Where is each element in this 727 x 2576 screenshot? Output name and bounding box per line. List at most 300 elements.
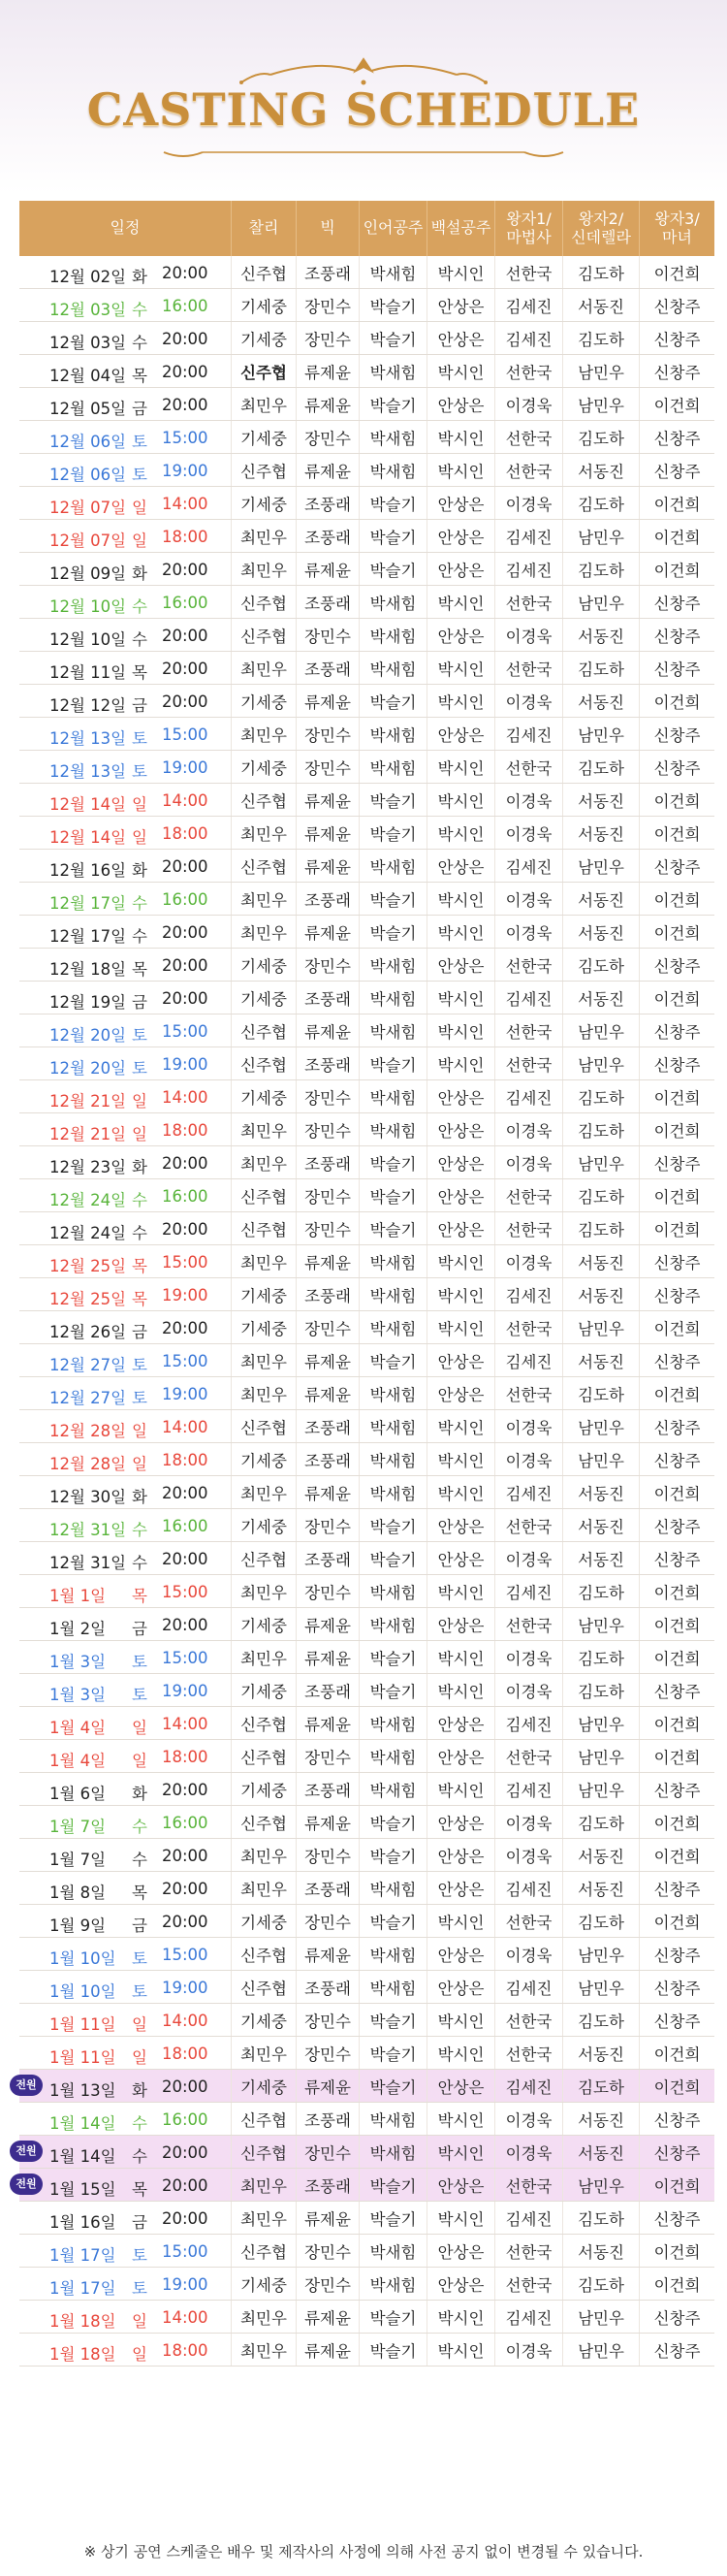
- cast-cell: 류제윤: [297, 2070, 360, 2103]
- cast-cell: 박시인: [427, 1641, 495, 1674]
- cast-cell: 신주협: [232, 1971, 297, 2004]
- cast-cell: 신창주: [640, 2103, 715, 2136]
- cast-cell: 기세중: [232, 1080, 297, 1113]
- cast-cell: 신창주: [640, 1971, 715, 2004]
- date-text: 12월 24일: [49, 1224, 127, 1242]
- cast-cell: 이건희: [640, 2169, 715, 2202]
- cast-cell: 최민우: [232, 817, 297, 850]
- time-text: 19:00: [162, 1385, 208, 1403]
- cast-cell: 선한국: [495, 1311, 563, 1344]
- weekday-text: 수: [132, 1818, 147, 1836]
- cast-cell: 서동진: [563, 1872, 640, 1905]
- date-text: 1월 13일: [49, 2081, 116, 2100]
- cast-cell: 김세진: [495, 1773, 563, 1806]
- performance-date-cell: [19, 1509, 232, 1542]
- cast-cell: 이건희: [640, 1740, 715, 1773]
- date-text: 12월 23일: [49, 1158, 127, 1176]
- cast-cell: 서동진: [563, 1839, 640, 1872]
- cast-cell: 류제윤: [297, 355, 360, 388]
- cast-cell: 장민수: [297, 2268, 360, 2301]
- cast-cell: 류제윤: [297, 1377, 360, 1410]
- cast-cell: 이건희: [640, 520, 715, 553]
- table-row: [19, 1971, 714, 2004]
- cast-cell: 이건희: [640, 1080, 715, 1113]
- table-row: [19, 2070, 714, 2103]
- cast-cell: 서동진: [563, 685, 640, 718]
- cast-cell: 기세중: [232, 2268, 297, 2301]
- cast-cell: 이건희: [640, 685, 715, 718]
- cast-cell: 조풍래: [297, 1146, 360, 1179]
- cast-cell: 박새힘: [360, 1113, 427, 1146]
- weekday-text: 수: [132, 2147, 147, 2166]
- table-row: [19, 1443, 714, 1476]
- cast-cell: 박슬기: [360, 553, 427, 586]
- cast-cell: 안상은: [427, 487, 495, 520]
- cast-cell: 장민수: [297, 1179, 360, 1212]
- cast-cell: 박새힘: [360, 1278, 427, 1311]
- cast-cell: 안상은: [427, 1344, 495, 1377]
- cast-cell: 박슬기: [360, 1047, 427, 1080]
- cast-cell: 안상은: [427, 1080, 495, 1113]
- date-text: 1월 18일: [49, 2312, 116, 2331]
- weekday-text: 일: [132, 499, 147, 517]
- cast-cell: 박시인: [427, 1575, 495, 1608]
- column-header: 왕자1/ 마법사: [495, 201, 563, 256]
- cast-cell: 신창주: [640, 1674, 715, 1707]
- cast-cell: 이건희: [640, 1839, 715, 1872]
- cast-cell: 신주협: [232, 1179, 297, 1212]
- cast-cell: 최민우: [232, 652, 297, 685]
- table-row: [19, 949, 714, 982]
- cast-cell: 김도하: [563, 1575, 640, 1608]
- time-text: 19:00: [162, 758, 208, 777]
- performance-date-cell: [19, 751, 232, 784]
- date-text: 12월 03일: [49, 301, 127, 319]
- cast-cell: 신주협: [232, 1410, 297, 1443]
- weekday-text: 일: [132, 1719, 147, 1737]
- table-row: [19, 1344, 714, 1377]
- cast-cell: 서동진: [563, 619, 640, 652]
- cast-cell: 김도하: [563, 421, 640, 454]
- date-text: 1월 8일: [49, 1884, 107, 1902]
- cast-cell: 남민우: [563, 850, 640, 883]
- table-row: [19, 1707, 714, 1740]
- weekday-text: 목: [132, 1587, 147, 1605]
- cast-cell: 기세중: [232, 1509, 297, 1542]
- cast-cell: 조풍래: [297, 1047, 360, 1080]
- table-row: [19, 289, 714, 322]
- cast-cell: 이경욱: [495, 883, 563, 916]
- cast-cell: 선한국: [495, 1047, 563, 1080]
- cast-cell: 신주협: [232, 850, 297, 883]
- cast-cell: 이건희: [640, 2268, 715, 2301]
- cast-cell: 김세진: [495, 322, 563, 355]
- weekday-text: 수: [132, 1521, 147, 1539]
- cast-cell: 안상은: [427, 2169, 495, 2202]
- cast-cell: 김도하: [563, 1212, 640, 1245]
- weekday-text: 화: [132, 564, 147, 583]
- date-text: 12월 14일: [49, 828, 127, 847]
- cast-cell: 서동진: [563, 982, 640, 1014]
- cast-cell: 남민우: [563, 1047, 640, 1080]
- cast-cell: 이건희: [640, 2070, 715, 2103]
- column-header: 인어공주: [360, 201, 427, 256]
- cast-cell: 김세진: [495, 1707, 563, 1740]
- cast-cell: 최민우: [232, 2301, 297, 2334]
- cast-cell: 김도하: [563, 1806, 640, 1839]
- cast-cell: 기세중: [232, 1905, 297, 1938]
- weekday-text: 목: [132, 663, 147, 682]
- cast-cell: 김도하: [563, 1377, 640, 1410]
- weekday-text: 수: [132, 630, 147, 649]
- cast-cell: 김세진: [495, 1278, 563, 1311]
- cast-cell: 조풍래: [297, 1971, 360, 2004]
- cast-cell: 신창주: [640, 2136, 715, 2169]
- cast-cell: 안상은: [427, 1509, 495, 1542]
- table-row: [19, 1905, 714, 1938]
- weekday-text: 목: [132, 1290, 147, 1308]
- cast-cell: 김세진: [495, 520, 563, 553]
- time-text: 20:00: [162, 330, 208, 348]
- date-text: 12월 19일: [49, 993, 127, 1012]
- cast-cell: 박슬기: [360, 817, 427, 850]
- cast-cell: 남민우: [563, 1773, 640, 1806]
- weekday-text: 토: [132, 2246, 147, 2265]
- performance-date-cell: [19, 1575, 232, 1608]
- table-row: [19, 1245, 714, 1278]
- cast-cell: 김도하: [563, 1641, 640, 1674]
- date-text: 12월 21일: [49, 1125, 127, 1143]
- weekday-text: 수: [132, 1224, 147, 1242]
- date-text: 12월 30일: [49, 1488, 127, 1506]
- cast-cell: 기세중: [232, 1674, 297, 1707]
- time-text: 16:00: [162, 1814, 208, 1832]
- time-text: 19:00: [162, 1682, 208, 1700]
- cast-cell: 남민우: [563, 586, 640, 619]
- performance-date-cell: [19, 1641, 232, 1674]
- performance-date-cell: [19, 1542, 232, 1575]
- performance-date-cell: [19, 421, 232, 454]
- cast-cell: 이건희: [640, 2235, 715, 2268]
- cast-cell: 이경욱: [495, 1806, 563, 1839]
- performance-date-cell: [16, 2169, 232, 2202]
- cast-cell: 남민우: [563, 1938, 640, 1971]
- cast-cell: 박새힘: [360, 1971, 427, 2004]
- cast-cell: 이경욱: [495, 1410, 563, 1443]
- cast-cell: 박시인: [427, 1773, 495, 1806]
- performance-date-cell: [19, 520, 232, 553]
- cast-cell: 신주협: [232, 1047, 297, 1080]
- cast-cell: 박시인: [427, 2334, 495, 2367]
- cast-cell: 이건희: [640, 256, 715, 289]
- cast-cell: 박시인: [427, 355, 495, 388]
- cast-cell: 장민수: [297, 421, 360, 454]
- performance-date-cell: [19, 718, 232, 751]
- cast-cell: 박시인: [427, 982, 495, 1014]
- date-text: 12월 24일: [49, 1191, 127, 1209]
- weekday-text: 금: [132, 696, 147, 715]
- time-text: 20:00: [162, 660, 208, 678]
- cast-cell: 서동진: [563, 2037, 640, 2070]
- cast-cell: 박슬기: [360, 1146, 427, 1179]
- time-text: 20:00: [162, 1616, 208, 1634]
- time-text: 16:00: [162, 1517, 208, 1535]
- date-text: 12월 11일: [49, 663, 127, 682]
- time-text: 19:00: [162, 1979, 208, 1997]
- cast-cell: 박새힘: [360, 1575, 427, 1608]
- date-text: 12월 10일: [49, 630, 127, 649]
- cast-cell: 장민수: [297, 322, 360, 355]
- weekday-text: 금: [132, 1620, 147, 1638]
- cast-cell: 김도하: [563, 751, 640, 784]
- cast-cell: 류제윤: [297, 784, 360, 817]
- cast-cell: 박시인: [427, 1311, 495, 1344]
- cast-cell: 조풍래: [297, 487, 360, 520]
- cast-cell: 서동진: [563, 2136, 640, 2169]
- cast-cell: 이경욱: [495, 487, 563, 520]
- table-row: [19, 850, 714, 883]
- cast-cell: 이경욱: [495, 1641, 563, 1674]
- cast-cell: 최민우: [232, 1872, 297, 1905]
- date-text: 12월 27일: [49, 1356, 127, 1374]
- cast-cell: 안상은: [427, 388, 495, 421]
- performance-date-cell: [19, 1146, 232, 1179]
- table-row: [19, 2037, 714, 2070]
- date-text: 12월 25일: [49, 1290, 127, 1308]
- performance-date-cell: [19, 1740, 232, 1773]
- cast-cell: 신주협: [232, 454, 297, 487]
- performance-date-cell: [19, 2037, 232, 2070]
- date-text: 1월 10일: [49, 1982, 116, 2001]
- cast-cell: 박슬기: [360, 2037, 427, 2070]
- cast-cell: 이건희: [640, 1212, 715, 1245]
- cast-cell: 기세중: [232, 1278, 297, 1311]
- weekday-text: 목: [132, 1257, 147, 1275]
- table-row: [19, 2268, 714, 2301]
- time-text: 15:00: [162, 1583, 208, 1601]
- cast-cell: 박슬기: [360, 1674, 427, 1707]
- cast-cell: 박슬기: [360, 2004, 427, 2037]
- cast-cell: 신창주: [640, 2334, 715, 2367]
- cast-cell: 서동진: [563, 784, 640, 817]
- time-text: 20:00: [162, 627, 208, 645]
- date-text: 1월 17일: [49, 2246, 116, 2265]
- cast-cell: 이경욱: [495, 1443, 563, 1476]
- cast-cell: 박슬기: [360, 289, 427, 322]
- performance-date-cell: [19, 2235, 232, 2268]
- cast-cell: 박시인: [427, 1476, 495, 1509]
- table-row: [19, 553, 714, 586]
- table-row: [19, 454, 714, 487]
- cast-cell: 박새힘: [360, 1377, 427, 1410]
- time-text: 15:00: [162, 2242, 208, 2261]
- table-row: [19, 520, 714, 553]
- weekday-text: 금: [132, 993, 147, 1012]
- cast-cell: 조풍래: [297, 256, 360, 289]
- weekday-text: 목: [132, 367, 147, 385]
- date-text: 12월 31일: [49, 1554, 127, 1572]
- cast-cell: 박새힘: [360, 1707, 427, 1740]
- weekday-text: 목: [132, 2180, 147, 2199]
- date-text: 12월 07일: [49, 499, 127, 517]
- performance-date-cell: [19, 355, 232, 388]
- cast-cell: 남민우: [563, 1707, 640, 1740]
- time-text: 20:00: [162, 396, 208, 414]
- time-text: 20:00: [162, 2176, 208, 2195]
- time-text: 20:00: [162, 1220, 208, 1239]
- cast-cell: 조풍래: [297, 2169, 360, 2202]
- performance-date-cell: [19, 1113, 232, 1146]
- all-cast-badge: 전원: [10, 2174, 43, 2195]
- cast-cell: 선한국: [495, 454, 563, 487]
- cast-cell: 박새힘: [360, 1245, 427, 1278]
- cast-cell: 기세중: [232, 322, 297, 355]
- cast-cell: 남민우: [563, 2301, 640, 2334]
- table-body: [16, 256, 714, 2367]
- date-text: 1월 14일: [49, 2147, 116, 2166]
- cast-cell: 최민우: [232, 1245, 297, 1278]
- cast-cell: 박새힘: [360, 2268, 427, 2301]
- time-text: 20:00: [162, 2077, 208, 2096]
- cast-cell: 신창주: [640, 1344, 715, 1377]
- cast-cell: 박시인: [427, 1014, 495, 1047]
- weekday-text: 일: [132, 795, 147, 814]
- performance-date-cell: [19, 2268, 232, 2301]
- cast-cell: 박슬기: [360, 784, 427, 817]
- cast-cell: 안상은: [427, 850, 495, 883]
- time-text: 20:00: [162, 264, 208, 282]
- table-row: [19, 1278, 714, 1311]
- cast-cell: 서동진: [563, 2103, 640, 2136]
- date-text: 12월 10일: [49, 597, 127, 616]
- cast-cell: 박새힘: [360, 652, 427, 685]
- table-row: [19, 2202, 714, 2235]
- cast-cell: 이건희: [640, 982, 715, 1014]
- weekday-text: 토: [132, 433, 147, 451]
- cast-cell: 안상은: [427, 2235, 495, 2268]
- cast-cell: 박새힘: [360, 751, 427, 784]
- cast-cell: 장민수: [297, 1509, 360, 1542]
- cast-cell: 박시인: [427, 2103, 495, 2136]
- date-text: 1월 3일: [49, 1686, 107, 1704]
- cast-cell: 장민수: [297, 1113, 360, 1146]
- performance-date-cell: [19, 685, 232, 718]
- cast-cell: 박슬기: [360, 1905, 427, 1938]
- cast-cell: 류제윤: [297, 817, 360, 850]
- cast-cell: 신주협: [232, 1740, 297, 1773]
- title-area: [0, 0, 727, 199]
- cast-cell: 신창주: [640, 1278, 715, 1311]
- cast-cell: 김세진: [495, 2070, 563, 2103]
- cast-cell: 선한국: [495, 355, 563, 388]
- time-text: 16:00: [162, 1187, 208, 1206]
- table-row: [19, 2103, 714, 2136]
- cast-cell: 조풍래: [297, 1410, 360, 1443]
- cast-cell: 김도하: [563, 1179, 640, 1212]
- cast-cell: 김도하: [563, 256, 640, 289]
- date-text: 1월 4일: [49, 1752, 107, 1770]
- cast-cell: 이경욱: [495, 784, 563, 817]
- cast-cell: 신주협: [232, 619, 297, 652]
- time-text: 15:00: [162, 1946, 208, 1964]
- cast-cell: 선한국: [495, 949, 563, 982]
- cast-cell: 신주협: [232, 2235, 297, 2268]
- time-text: 19:00: [162, 1286, 208, 1304]
- weekday-text: 일: [132, 1125, 147, 1143]
- cast-cell: 박슬기: [360, 883, 427, 916]
- date-text: 1월 10일: [49, 1949, 116, 1968]
- cast-cell: 기세중: [232, 982, 297, 1014]
- table-row: [19, 1641, 714, 1674]
- cast-cell: 이경욱: [495, 685, 563, 718]
- cast-cell: 신창주: [640, 949, 715, 982]
- weekday-text: 금: [132, 2213, 147, 2232]
- cast-cell: 안상은: [427, 520, 495, 553]
- cast-cell: 조풍래: [297, 982, 360, 1014]
- cast-cell: 박시인: [427, 454, 495, 487]
- weekday-text: 수: [132, 894, 147, 913]
- cast-cell: 박새힘: [360, 2103, 427, 2136]
- table-row: [19, 1377, 714, 1410]
- cast-cell: 박새힘: [360, 1938, 427, 1971]
- cast-cell: 이경욱: [495, 2334, 563, 2367]
- table-row: [19, 916, 714, 949]
- cast-cell: 김세진: [495, 1344, 563, 1377]
- cast-cell: 남민우: [563, 1410, 640, 1443]
- cast-cell: 조풍래: [297, 1443, 360, 1476]
- performance-date-cell: [19, 1047, 232, 1080]
- time-text: 20:00: [162, 1319, 208, 1337]
- cast-cell: 이건희: [640, 487, 715, 520]
- cast-cell: 남민우: [563, 520, 640, 553]
- cast-cell: 박새힘: [360, 355, 427, 388]
- time-text: 18:00: [162, 1748, 208, 1766]
- table-row: [19, 1608, 714, 1641]
- cast-cell: 서동진: [563, 1344, 640, 1377]
- performance-date-cell: [19, 487, 232, 520]
- date-text: 12월 13일: [49, 762, 127, 781]
- time-text: 15:00: [162, 429, 208, 447]
- table-row: [19, 1113, 714, 1146]
- weekday-text: 일: [132, 2312, 147, 2331]
- cast-cell: 김도하: [563, 652, 640, 685]
- cast-cell: 선한국: [495, 652, 563, 685]
- cast-cell: 신창주: [640, 1773, 715, 1806]
- time-text: 18:00: [162, 1451, 208, 1469]
- weekday-text: 수: [132, 1191, 147, 1209]
- cast-cell: 김도하: [563, 2070, 640, 2103]
- cast-cell: 이건희: [640, 1905, 715, 1938]
- cast-cell: 조풍래: [297, 1872, 360, 1905]
- cast-cell: 선한국: [495, 586, 563, 619]
- cast-cell: 조풍래: [297, 1278, 360, 1311]
- cast-cell: 이건희: [640, 1575, 715, 1608]
- cast-cell: 선한국: [495, 1740, 563, 1773]
- cast-cell: 신주협: [232, 1212, 297, 1245]
- cast-cell: 이건희: [640, 1608, 715, 1641]
- weekday-text: 토: [132, 1949, 147, 1968]
- cast-cell: 이건희: [640, 1377, 715, 1410]
- performance-date-cell: [19, 1344, 232, 1377]
- cast-cell: 류제윤: [297, 454, 360, 487]
- performance-date-cell: [19, 982, 232, 1014]
- cast-cell: 선한국: [495, 1905, 563, 1938]
- cast-cell: 박시인: [427, 256, 495, 289]
- date-text: 1월 16일: [49, 2213, 116, 2232]
- performance-date-cell: [19, 784, 232, 817]
- cast-cell: 박슬기: [360, 1212, 427, 1245]
- weekday-text: 수: [132, 597, 147, 616]
